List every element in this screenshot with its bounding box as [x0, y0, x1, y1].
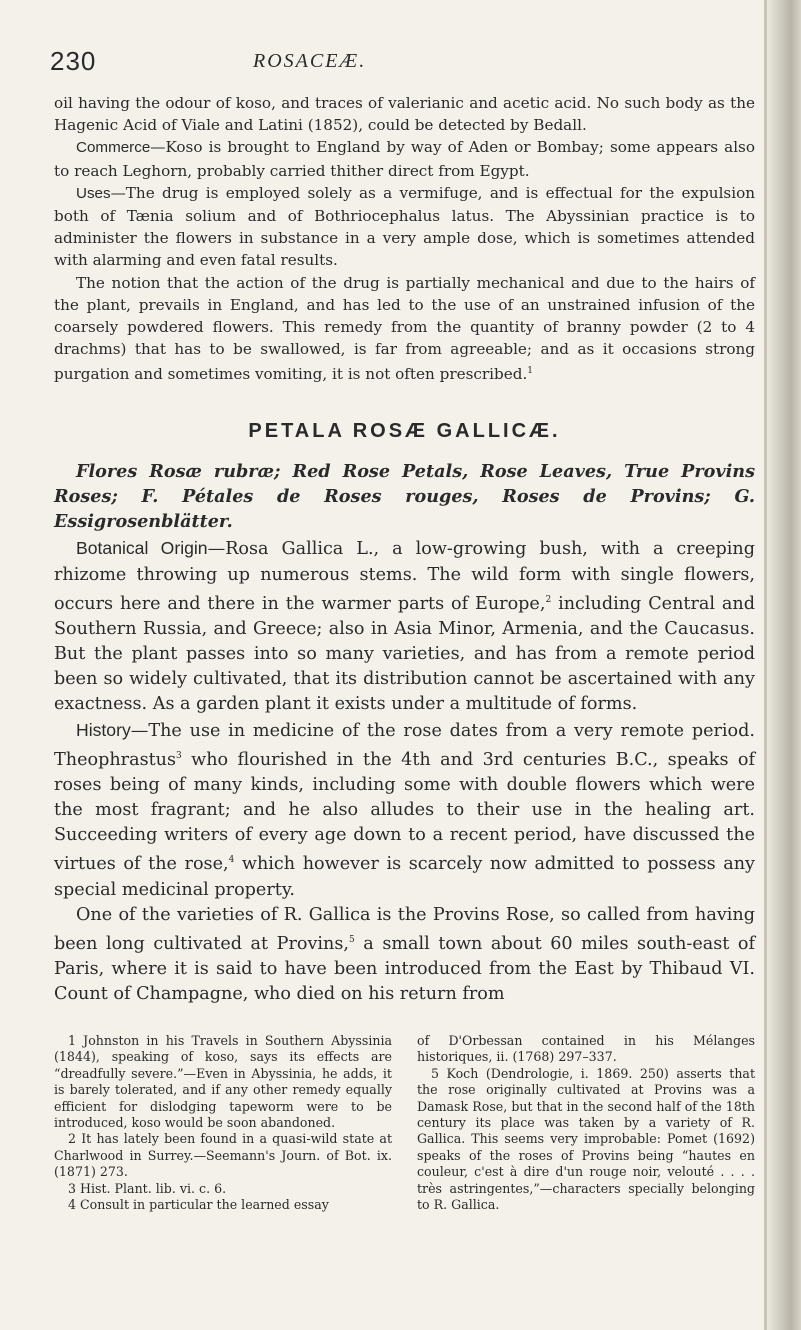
footnote-4: 4 Consult in particular the learned essay [68, 1197, 329, 1213]
paragraph-provins [54, 903, 755, 1008]
main-text [54, 92, 755, 1007]
footnotes [54, 1033, 755, 1213]
botanical-origin-text-b: including Central and Southern Russia, and Greece; also in Asia Minor, Armenia, and the Caucasus. But the plant passes into so many varieties, and has from a remote period been so widely cultivated, that its distribution cannot be ascertained with any exactness. As a garden plant it exists under a multitude of forms. [54, 593, 755, 715]
history-text-c: which however is scarcely now admitted to possess any special medicinal property. [54, 854, 755, 900]
footnote-ref-4: 4 [228, 855, 235, 866]
commerce-heading: Commerce [76, 139, 151, 157]
botanical-origin-heading: Botanical Origin [76, 538, 208, 559]
footnote-1: 1 Johnston in his Travels in Southern Abyssinia (1844), speaking of koso, says its effects are “dreadfully severe.”—Even in Abyssinia, he adds, it is barely tolerated, and if any other remedy equally efficient for dislodging tapeworm were to be introduced, koso would be soon abandoned. [54, 1033, 392, 1131]
uses-text: —The drug is employed solely as a vermifuge, and is effectual for the expulsion both of Tænia solium and of Bothriocephalus latus. The Abyssinian practice is to administer the flowers in substance in a very ample dose, which is sometimes attended with alarming and even fatal results. [54, 183, 755, 270]
footnote-ref-5: 5 [349, 934, 355, 945]
paragraph-continuation: oil having the odour of koso, and traces of valerianic and acetic acid. No such body as the Hagenic Acid of Viale and Latini (1852), could be detected by Bedall. [54, 94, 755, 135]
uses-heading: Uses [76, 184, 111, 202]
history-heading: History [76, 719, 131, 740]
history-text-a: —The use in medicine of the rose dates from a very remote period. Theophrastus [54, 720, 755, 770]
page-number: 230 [50, 46, 97, 76]
footnotes-left-column [54, 1033, 392, 1213]
footnotes-right-column [417, 1033, 755, 1213]
commerce-text: —Koso is brought to England by way of Aden or Bombay; some appears also to reach Leghorn, probably carried thither direct from Egypt. [54, 138, 755, 180]
section-title: PETALA ROSÆ GALLICÆ. [248, 419, 561, 442]
footnote-ref-1: 1 [527, 366, 534, 377]
history-text-b: who flourished in the 4th and 3rd centuries B.C., speaks of roses being of many kinds, including some with double flowers which were the most fragrant; and he also alludes to their use in the healing art. Succeeding writers of every age down to a recent period, have discussed the virtues of the rose, [54, 749, 755, 875]
synonyms: Flores Rosæ rubræ; Red Rose Petals, Rose Leaves, True Provins Roses; F. Pétales de Roses rouges, Roses de Provins; G. Essigrosenblätter. [54, 460, 755, 533]
provins-text-a: One of the varieties of R. Gallica is the Provins Rose, so called from having been long cultivated at Provins, [54, 904, 755, 954]
page-header [50, 46, 750, 82]
provins-text-b: a small town about 60 miles south-east of Paris, where it is said to have been introduced from the East by Thibaud VI. Count of Champagne, who died on his return from [54, 933, 756, 1005]
footnote-4-continuation: of D'Orbessan contained in his Mélanges historiques, ii. (1768) 297–337. [417, 1033, 755, 1065]
paragraph-botanical-origin [54, 536, 755, 717]
footnote-2: 2 It has lately been found in a quasi-wild state at Charlwood in Surrey.—Seemann's Journ. of Bot. ix. (1871) 273. [54, 1131, 392, 1180]
running-head: ROSACEÆ. [253, 50, 367, 72]
footnote-ref-2: 2 [545, 594, 552, 605]
footnote-3: 3 Hist. Plant. lib. vi. c. 6. [68, 1180, 227, 1196]
botanical-origin-text-a: —Rosa Gallica L., a low-growing bush, with a creeping rhizome throwing up numerous stems. The wild form with single flowers, occurs here and there in the warmer parts of Europe, [54, 539, 755, 614]
footnote-5: 5 Koch (Dendrologie, i. 1869. 250) asserts that the rose originally cultivated at Provins was a Damask Rose, but that in the second half of the 18th century its place was taken by a variety of R. Gallica. This seems very improbable: Pomet (1692) speaks of the roses of Provins being “hautes en couleur, c'est à dire d'un rouge noir, velouté . . . . très astringentes,”—characters specially belonging to R. Gallica. [417, 1065, 755, 1213]
paragraph-commerce [54, 136, 755, 181]
paragraph-history [54, 718, 755, 903]
binding-gutter [767, 0, 801, 1330]
paragraph-uses [54, 182, 755, 272]
mechanism-text: The notion that the action of the drug is partially mechanical and due to the hairs of the plant, prevails in England, and has led to the use of an unstrained infusion of the coarsely powdered flowers. This remedy from the quantity of branny powder (2 to 4 drachms) that has to be swallowed, is far from agreeable; and as it occasions strong purgation and sometimes vomiting, it is not often prescribed. [54, 273, 755, 384]
paragraph-mechanism [54, 272, 755, 386]
footnote-ref-3: 3 [176, 750, 182, 761]
